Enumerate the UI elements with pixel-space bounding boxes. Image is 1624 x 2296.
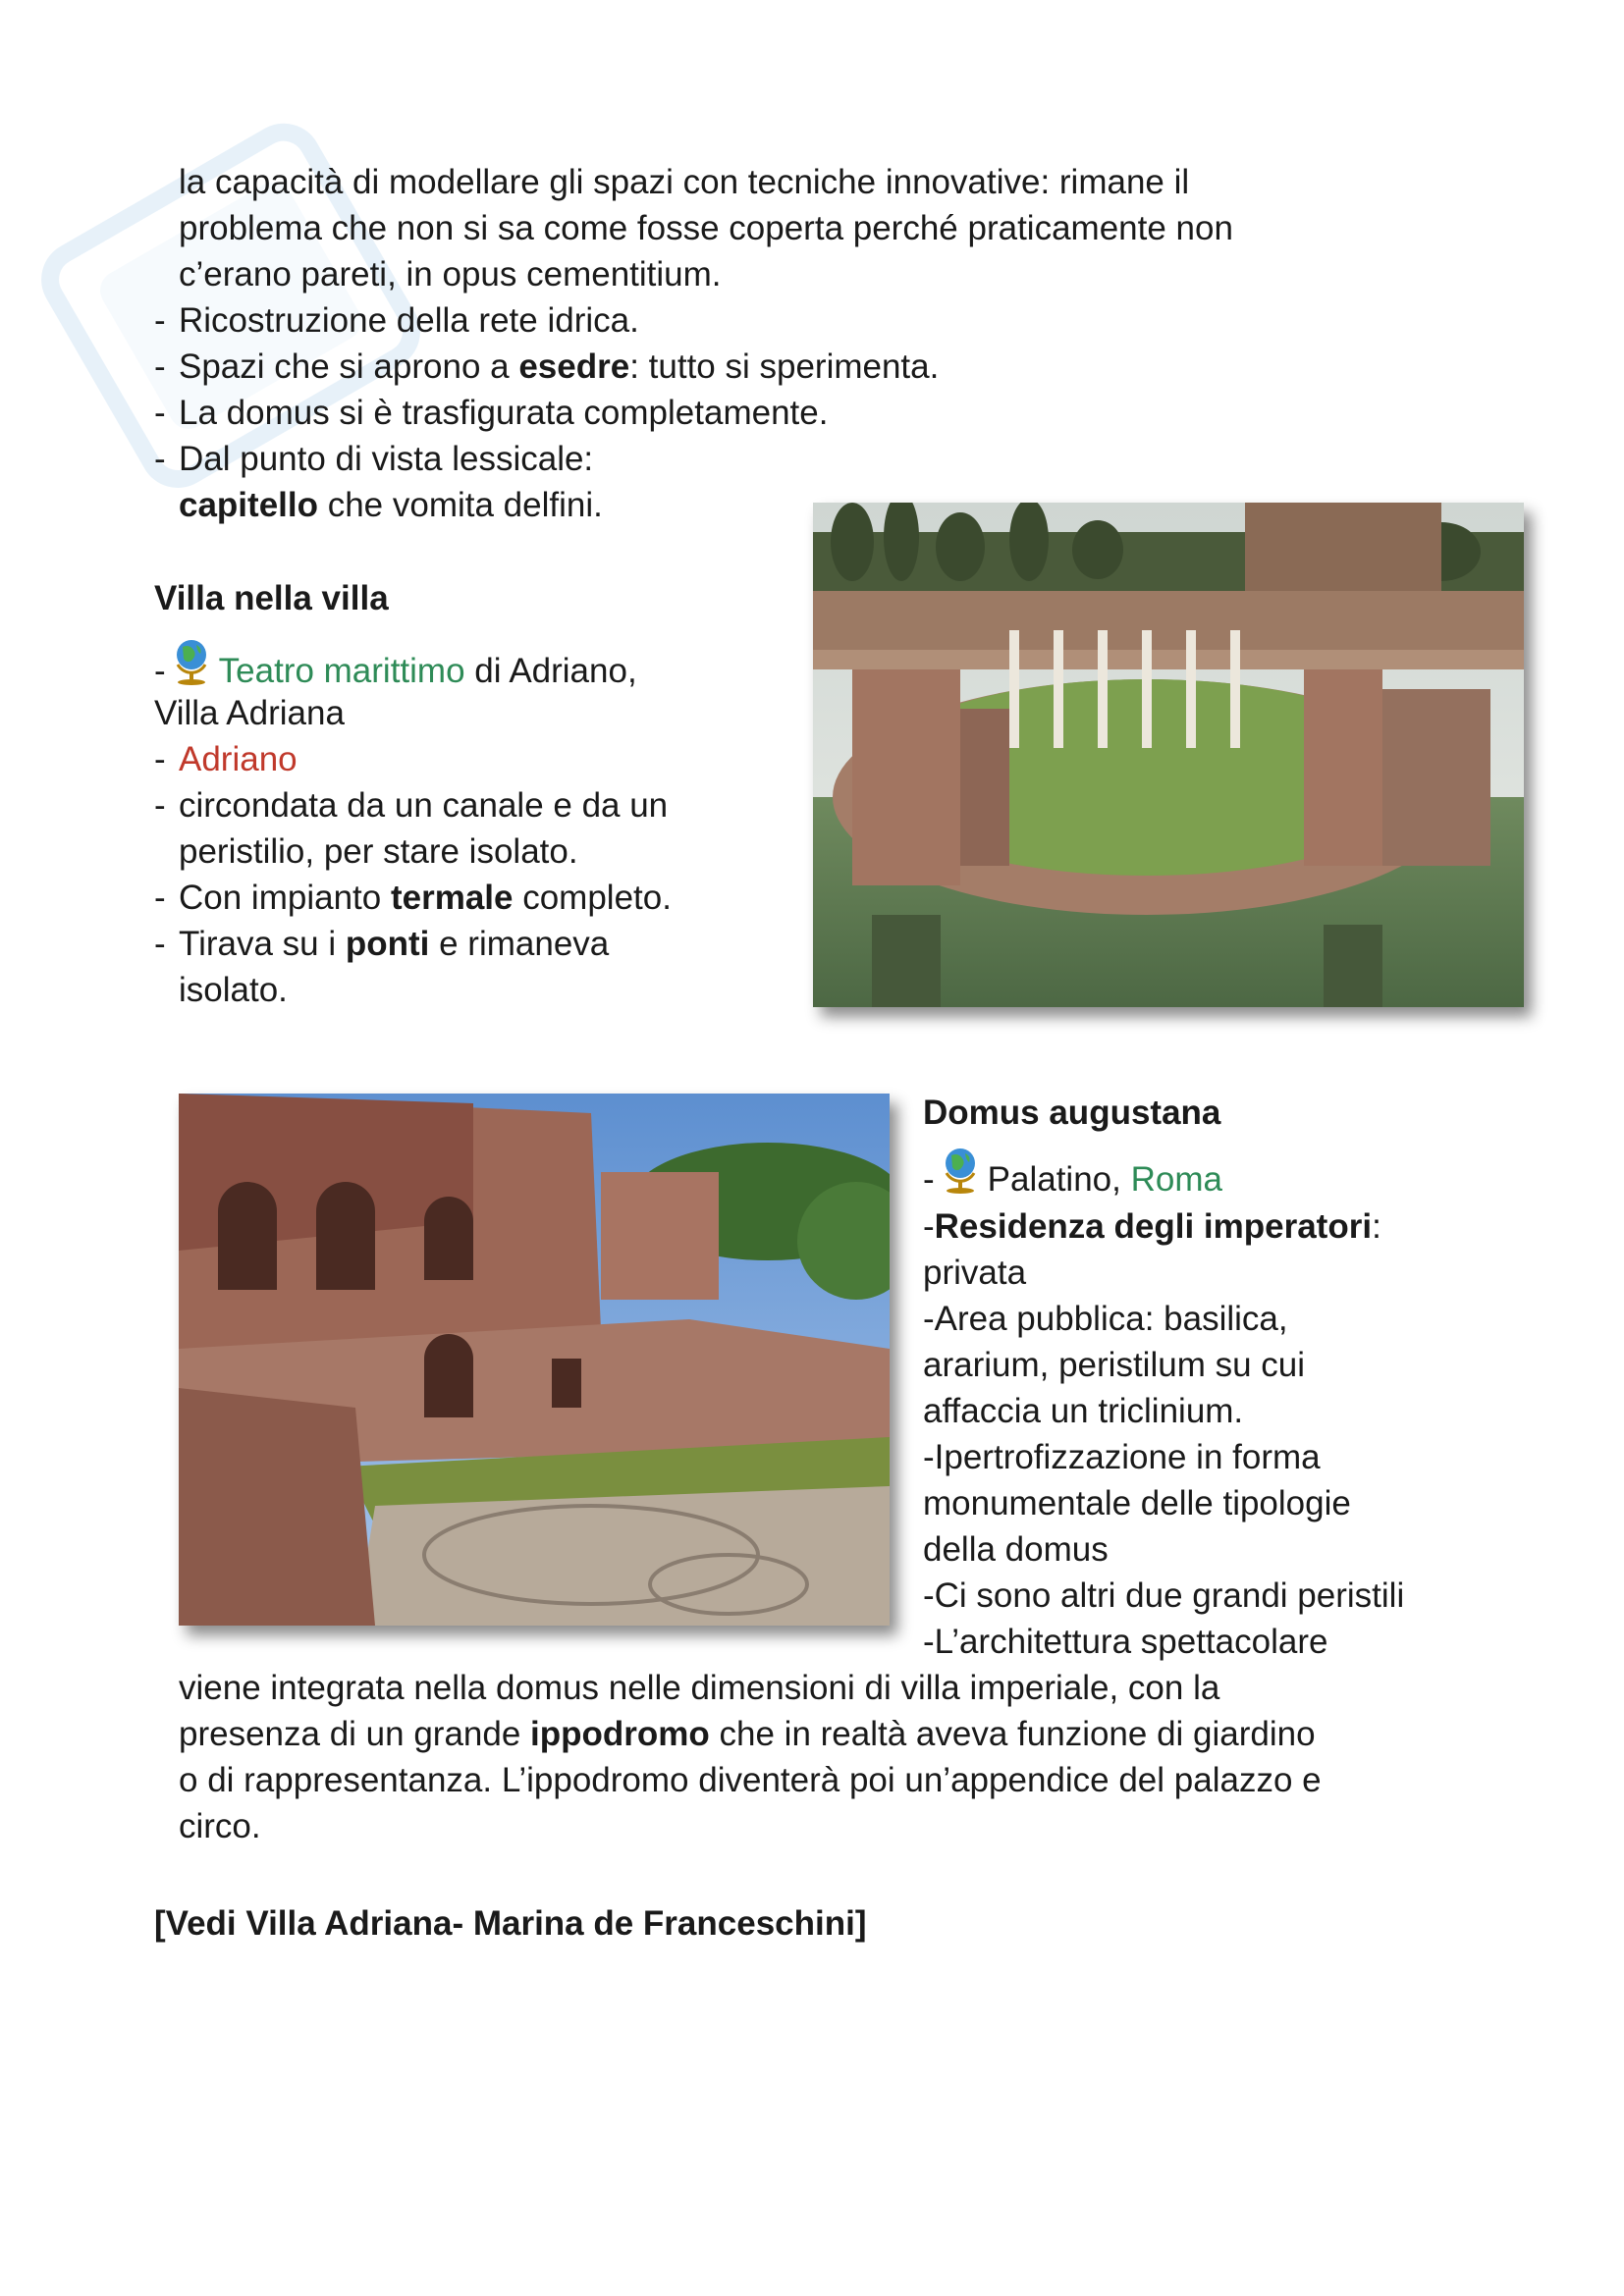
- bullet-text: isolato.: [179, 971, 288, 1009]
- paragraph-line: presenza di un grande ippodromo che in realtà aveva funzione di giardino: [179, 1715, 1316, 1753]
- bullet-dash: -: [154, 740, 166, 778]
- bullet-dash: -: [154, 925, 166, 963]
- paragraph-line: viene integrata nella domus nelle dimensioni di villa imperiale, con la: [179, 1669, 1220, 1707]
- area-line: ararium, peristilum su cui: [923, 1346, 1305, 1384]
- section-heading-villa: Villa nella villa: [154, 579, 389, 617]
- bullet-text: Con impianto termale completo.: [179, 879, 672, 917]
- bullet-dash: -: [154, 879, 166, 917]
- bullet-text: Ricostruzione della rete idrica.: [179, 301, 639, 340]
- architettura-line: -L’architettura spettacolare: [923, 1623, 1328, 1661]
- palatino-line: - Palatino, Roma: [923, 1144, 1222, 1203]
- globe-icon[interactable]: [939, 1144, 982, 1195]
- bullet-text: circondata da un canale e da un: [179, 786, 669, 825]
- ipertro-line: monumentale delle tipologie: [923, 1484, 1351, 1522]
- residenza-line-2: privata: [923, 1254, 1027, 1292]
- bullet-text: peristilio, per stare isolato.: [179, 832, 578, 871]
- bullet-text: Tirava su i ponti e rimaneva: [179, 925, 610, 963]
- bullet-dash: -: [154, 786, 166, 825]
- ipertro-line: della domus: [923, 1530, 1109, 1569]
- domus-augustana-photo: [179, 1094, 890, 1626]
- bullet-dash: -: [154, 347, 166, 386]
- paragraph-line: c’erano pareti, in opus cementitium.: [179, 255, 722, 294]
- bullet-text: Dal punto di vista lessicale:: [179, 440, 594, 478]
- paragraph-line: o di rappresentanza. L’ippodromo diventerà poi un’appendice del palazzo e: [179, 1761, 1322, 1799]
- adriano-link[interactable]: Adriano: [179, 740, 298, 778]
- reference-note: [Vedi Villa Adriana- Marina de Franceschini]: [154, 1904, 867, 1943]
- bullet-dash: -: [154, 440, 166, 478]
- bullet-dash: -: [154, 301, 166, 340]
- area-line: -Area pubblica: basilica,: [923, 1300, 1288, 1338]
- bullet-text: Spazi che si aprono a esedre: tutto si sperimenta.: [179, 347, 940, 386]
- bullet-dash: -: [154, 394, 166, 432]
- ipertro-line: -Ipertrofizzazione in forma: [923, 1438, 1321, 1476]
- paragraph-line: problema che non si sa come fosse coperta perché praticamente non: [179, 209, 1233, 247]
- bullet-text: La domus si è trasfigurata completamente.: [179, 394, 829, 432]
- paragraph-line: la capacità di modellare gli spazi con tecniche innovative: rimane il: [179, 163, 1190, 201]
- teatro-line-2: Villa Adriana: [154, 694, 345, 732]
- teatro-marittimo-photo: [813, 503, 1524, 1007]
- bullet-text: capitello che vomita delfini.: [179, 486, 603, 524]
- roma-link[interactable]: Roma: [1130, 1160, 1222, 1199]
- globe-icon[interactable]: [170, 635, 213, 686]
- teatro-line: - Teatro marittimo di Adriano,: [154, 635, 637, 695]
- paragraph-line: circo.: [179, 1807, 261, 1845]
- area-line: affaccia un triclinium.: [923, 1392, 1244, 1430]
- section-heading-domus: Domus augustana: [923, 1094, 1221, 1132]
- peristili-line: -Ci sono altri due grandi peristili: [923, 1576, 1405, 1615]
- teatro-marittimo-link[interactable]: Teatro marittimo: [218, 652, 465, 690]
- residenza-line: -Residenza degli imperatori:: [923, 1207, 1381, 1246]
